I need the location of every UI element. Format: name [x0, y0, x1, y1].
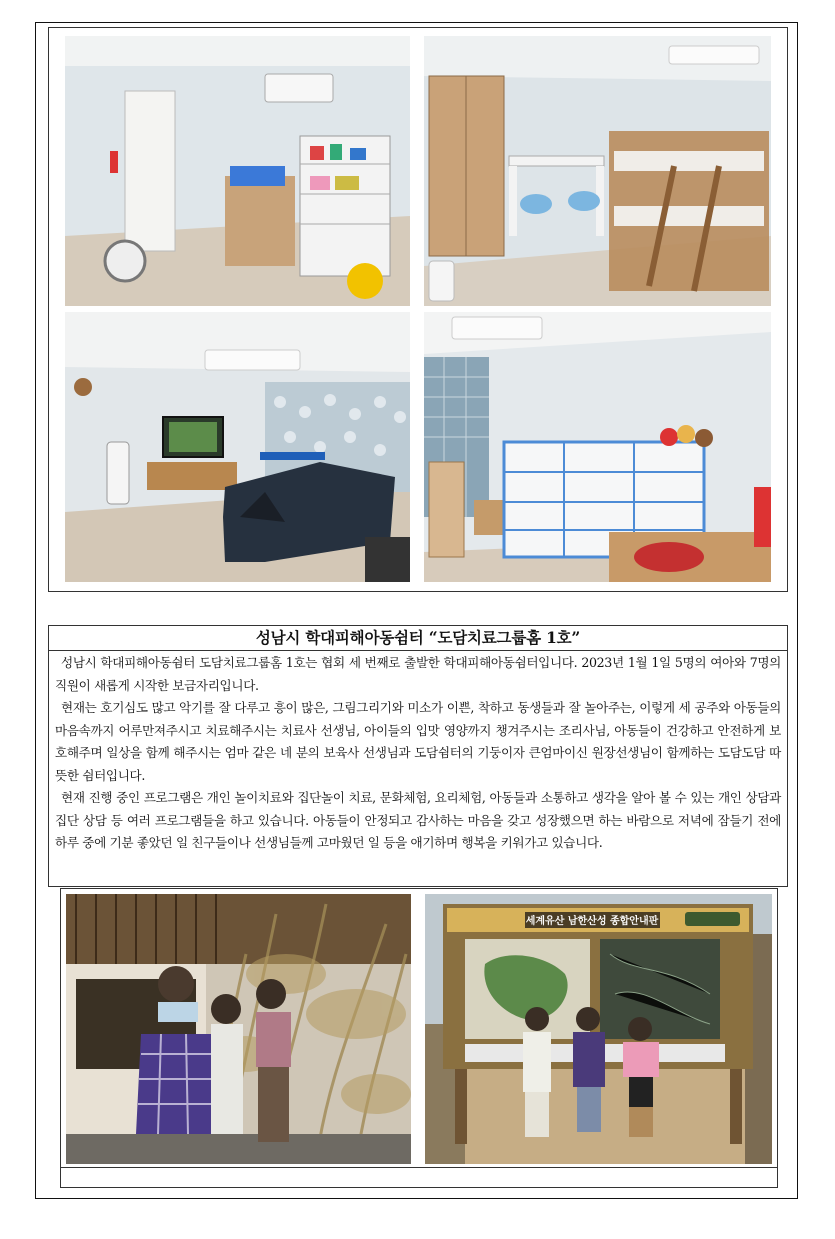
photo-toy-shelves — [424, 312, 771, 582]
photo-namhansanseong-sign — [425, 894, 772, 1164]
photo-living-room — [65, 312, 410, 582]
photo-children-bamboo — [66, 894, 411, 1164]
photo-play-room — [65, 36, 410, 306]
photo-bedroom — [424, 36, 771, 306]
paragraph-programs: 현재 진행 중인 프로그램은 개인 놀이치료와 집단놀이 치료, 문화체험, 요리체험, 아동들과 소통하고 생각을 알아 볼 수 있는 개인 상담과 집단 상담 등 여러 프로그램들을 하고 있습니다. 아동들이 안정되고 감사하는 마음을 갖고 성장했으면 하는 바람으로 저녁에 잠들기 전에 하루 중에 기분 좋았던 일 친구들이나 선생님들께 고마웠던 일 등을 애기하며 행복을 키워가고 있습니다. — [55, 790, 781, 850]
caption-strip — [60, 1167, 778, 1188]
article-body — [55, 652, 781, 855]
article-box — [48, 625, 788, 887]
paragraph-intro: 성남시 학대피해아동쉼터 도담치료그룹홈 1호는 협회 세 번째로 출발한 학대피해아동쉼터입니다. 2023년 1월 1일 5명의 여아와 7명의 직원이 새롭게 시작한 보금자리입니다. — [55, 655, 781, 693]
paragraph-members: 현재는 호기심도 많고 악기를 잘 다루고 흥이 많은, 그림그리기와 미소가 이쁜, 착하고 동생들과 잘 놀아주는, 이렇게 세 공주와 아동들의 마음속까지 어루만져주시고 치료해주시는 치료사 선생님, 아이들의 입맛 영양까지 챙겨주시는 조리사님, 아동들이 건강하고 안전하게 보호해주며 일상을 함께 해주시는 엄마 같은 네 분의 보육사 선생님과 도담쉼터의 기둥이자 큰엄마이신 원장선생님이 함께하는 도담도담 따뜻한 쉼터입니다. — [55, 700, 781, 783]
sign-text: 세계유산 남한산성 종합안내판 — [525, 916, 659, 927]
article-title: 성남시 학대피해아동쉼터 “도담치료그룹홈 1호” — [49, 626, 787, 651]
